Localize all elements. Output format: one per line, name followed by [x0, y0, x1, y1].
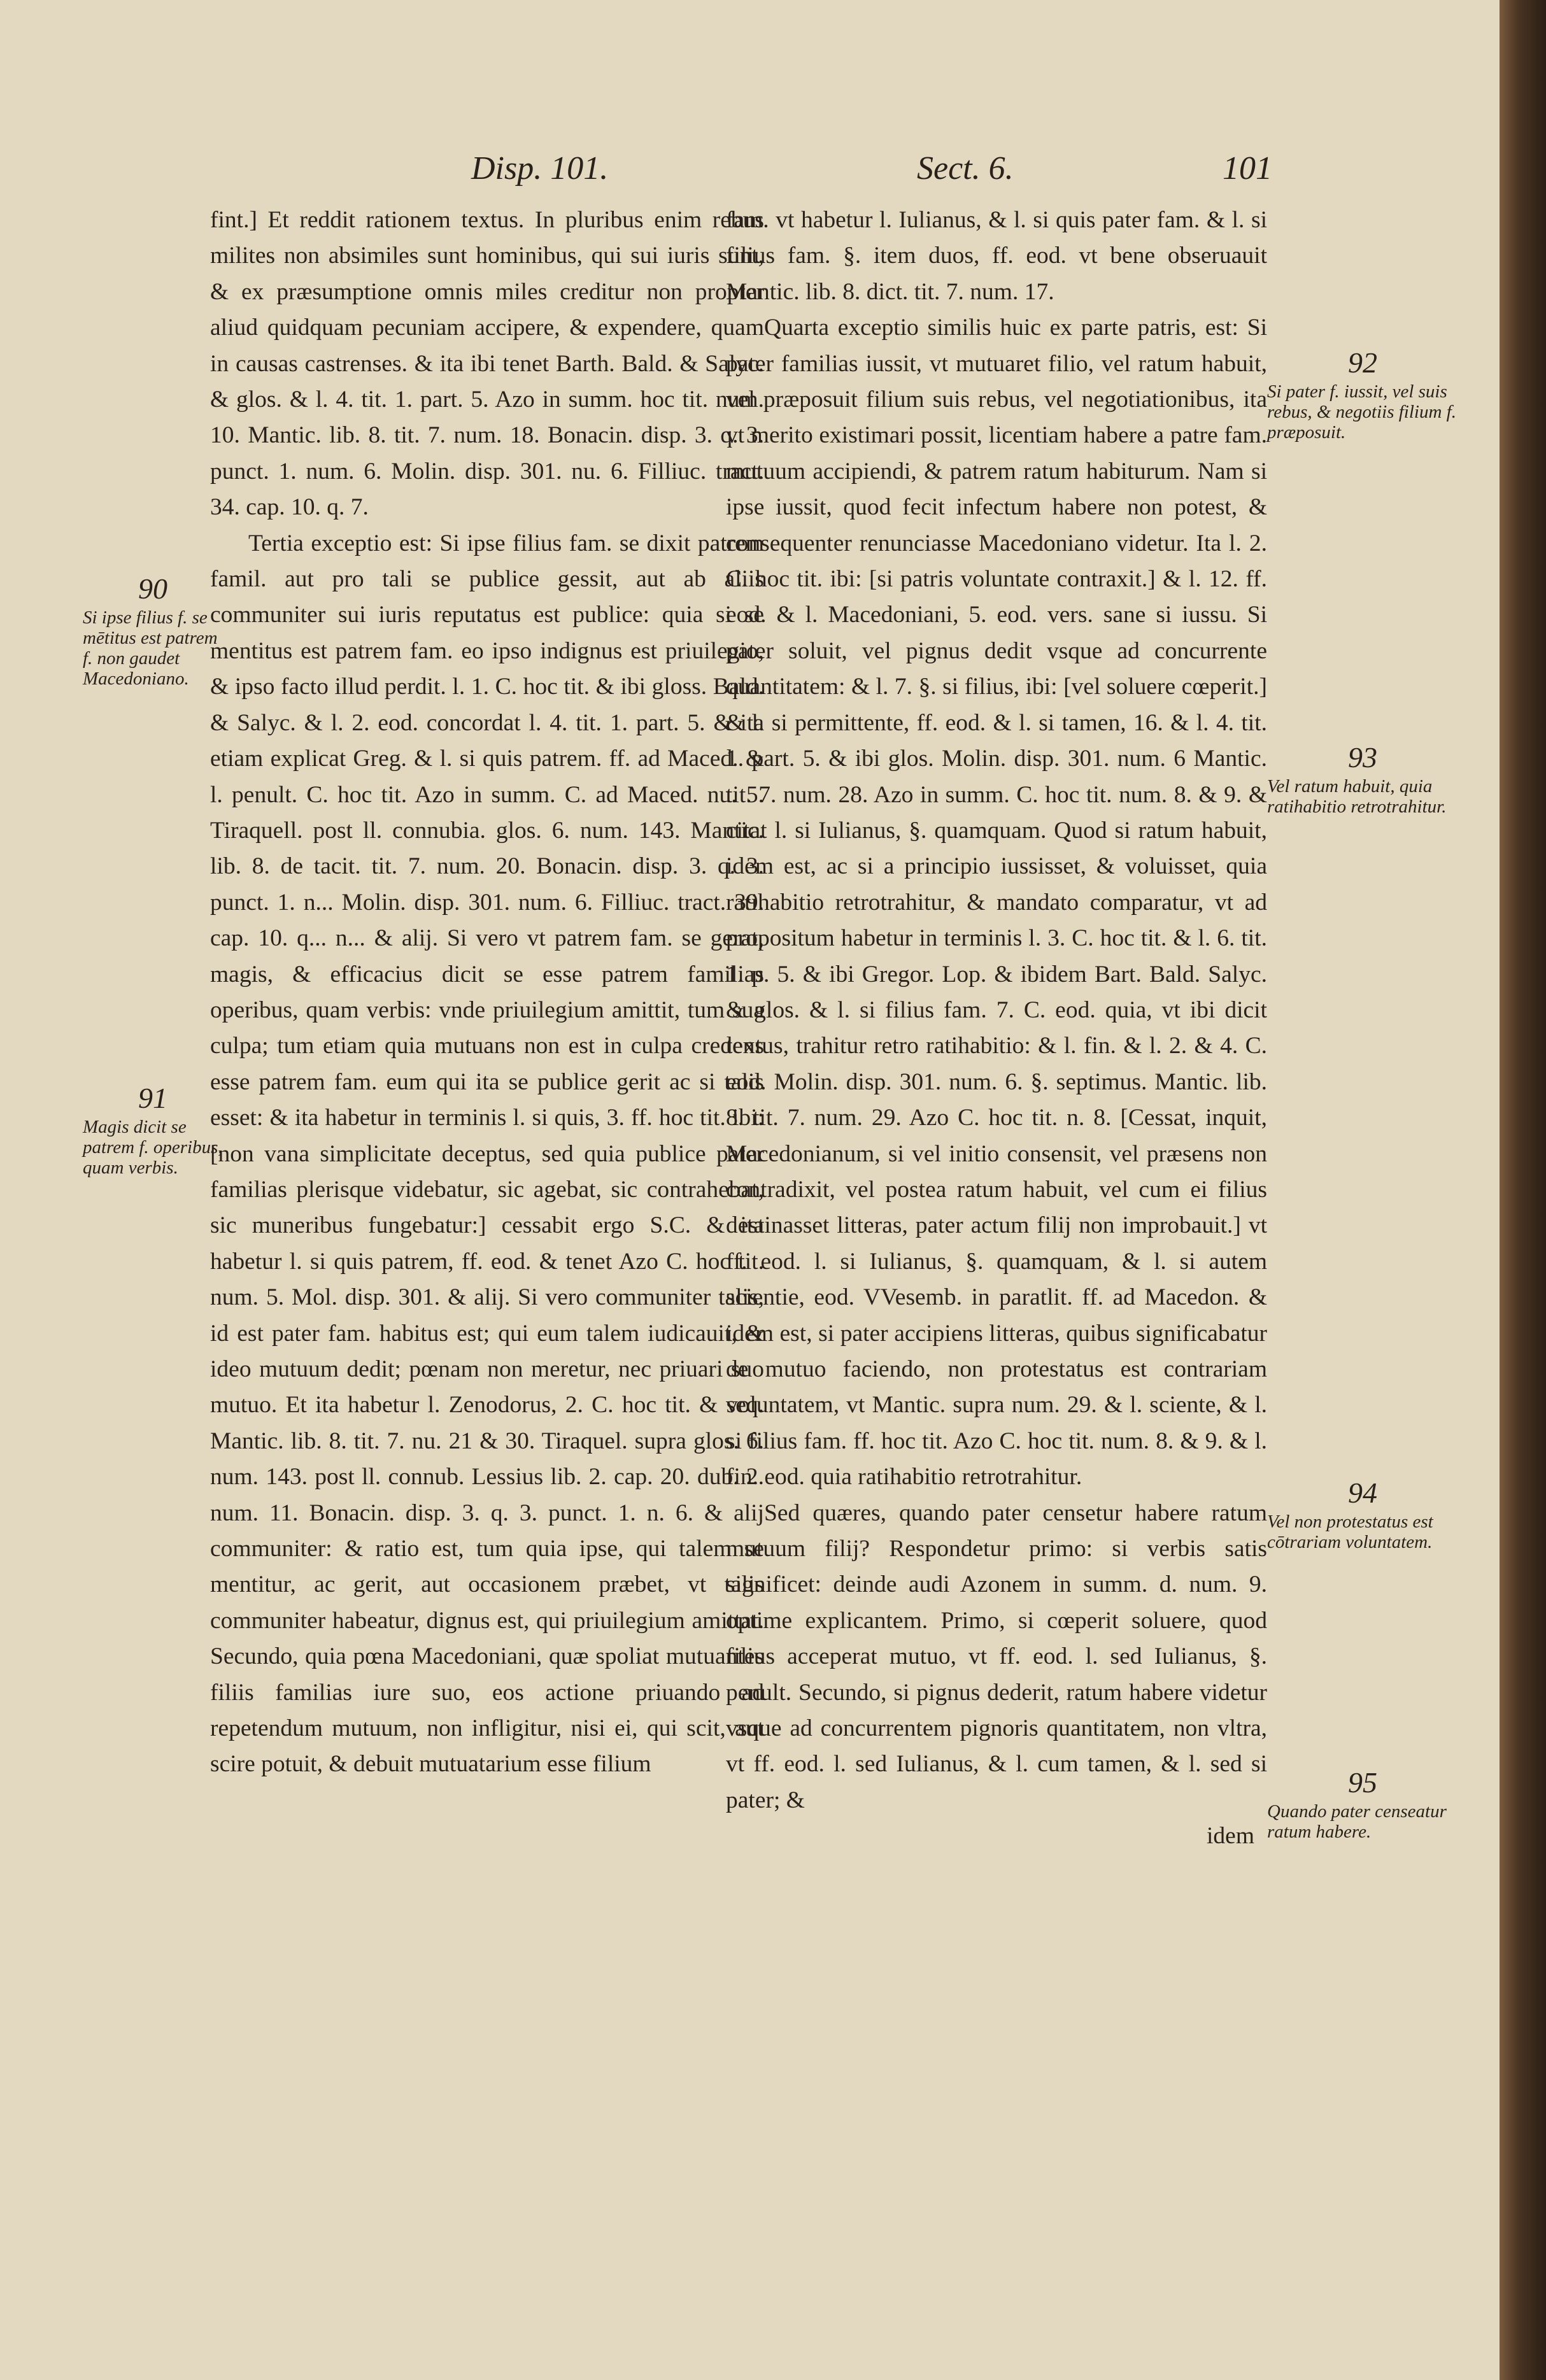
- book-spine-edge: [1500, 0, 1546, 2380]
- margin-note-92: [1267, 347, 1458, 443]
- margin-note-number: 92: [1348, 346, 1377, 379]
- paragraph: fint.] Et reddit rationem textus. In pluribus enim rebus milites non absimiles sunt hominibus, qui sui iuris sunt, & ex præsumptione omnis miles creditur non propter aliud quidquam pecuniam accipere, & expendere, quam in causas castrenses. & ita ibi tenet Barth. Bald. & Salyc. & glos. & l. 4. tit. 1. part. 5. Azo in summ. hoc tit. num. 10. Mantic. lib. 8. tit. 7. num. 18. Bonacin. disp. 3. q. 3. punct. 1. num. 6. Molin. disp. 301. nu. 6. Filliuc. tract. 34. cap. 10. q. 7.: [210, 207, 764, 521]
- margin-note-number: 90: [138, 572, 167, 605]
- left-text-column: [210, 202, 764, 1783]
- running-head-section: Sect. 6.: [917, 150, 1014, 187]
- right-text-column: [726, 202, 1267, 1855]
- margin-note-text: Quando pater censeatur ratum habere.: [1267, 1801, 1447, 1842]
- margin-note-number: 95: [1348, 1766, 1377, 1799]
- margin-note-text: Si pater f. iussit, vel suis rebus, & negotiis filium f. præposuit.: [1267, 381, 1456, 443]
- paragraph: Quarta exceptio similis huic ex parte patris, est: Si pater familias iussit, vt mutuaret filio, vel ratum habuit, vel præposuit filium suis rebus, vel negotiationibus, ita vt merito existimari possit, licentiam habere a patre fam. mutuum accipiendi, & patrem ratum habiturum. Nam si ipse iussit, quod fecit infectum habere non potest, & consequenter renunciasse Macedoniano videtur. Ita l. 2. C. hoc tit. ibi: [si patris voluntate contraxit.] & l. 12. ff. eod. & l. Macedoniani, 5. eod. vers. sane si iussu. Si pater soluit, vel pignus dedit vsque ad concurrente quantitatem: & l. 7. §. si filius, ibi: [vel soluere cœperit.] & l. si permittente, ff. eod. & l. si tamen, 16. & l. 4. tit. 1. part. 5. & ibi glos. Molin. disp. 301. num. 6 Mantic. tit. 7. num. 28. Azo in summ. C. hoc tit. num. 8. & 9. & citat l. si Iulianus, §. quamquam. Quod si ratum habuit, idem est, ac si a principio iussisset, & voluisset, quia ratihabitio retrotrahitur, & mandato comparatur, vt ad propositum habetur in terminis l. 3. C. hoc tit. & l. 6. tit. 1. p. 5. & ibi Gregor. Lop. & ibidem Bart. Bald. Salyc. & glos. & l. si filius fam. 7. C. eod. quia, vt ibi dicit textus, trahitur retro ratihabitio: & l. fin. & l. 2. & 4. C. eod. Molin. disp. 301. num. 6. §. septimus. Mantic. lib. 8. tit. 7. num. 29. Azo C. hoc tit. n. 8. [Cessat, inquit, Macedonianum, si vel initio consensit, vel præsens non contradixit, vel postea ratum habuit, vel cum ei filius destinasset litteras, pater actum filij non improbauit.] vt ff. eod. l. si Iulianus, §. quamquam, & l. si autem scientie, eod. VVesemb. in paratlit. ff. ad Macedon. & idem est, si pater accipiens litteras, quibus significabatur de mutuo faciendo, non protestatus est contrariam voluntatem, vt Mantic. supra num. 29. & l. sciente, & l. si filius fam. ff. hoc tit. Azo C. hoc tit. num. 8. & 9. & l. fin. eod. quia ratihabitio retrotrahitur.: [726, 315, 1267, 1491]
- margin-note-text: Vel non protestatus est cōtrariam voluntatem.: [1267, 1512, 1433, 1552]
- margin-note-94: [1267, 1477, 1458, 1552]
- margin-note-93: [1267, 742, 1458, 817]
- paragraph: Tertia exceptio est: Si ipse filius fam. se dixit patrem famil. aut pro tali se publice gessit, aut ab aliis communiter sui iuris reputatus est publice: quia si se mentitus est patrem fam. eo ipso indignus est priuilegio, & ipso facto illud perdit. l. 1. C. hoc tit. & ibi gloss. Bald. & Salyc. & l. 2. eod. concordat l. 4. tit. 1. part. 5. & ita etiam explicat Greg. & l. si quis patrem. ff. ad Maced. & l. penult. C. hoc tit. Azo in summ. C. ad Maced. nu. 5. Tiraquell. post ll. connubia. glos. 6. num. 143. Mantic. lib. 8. de tacit. tit. 7. num. 20. Bonacin. disp. 3. q. 3. punct. 1. n... Molin. disp. 301. num. 6. Filliuc. tract. 39. cap. 10. q... n... & alij. Si vero vt patrem fam. se gerat, magis, & efficacius dicit se esse patrem familias operibus, quam verbis: vnde priuilegium amittit, tum sua culpa; tum etiam quia mutuans non est in culpa credens esse patrem fam. eum qui ita se publice gerit ac si talis esset: & ita habetur in terminis l. si quis, 3. ff. hoc tit. ibi: [non vana simplicitate deceptus, sed quia publice pater familias plerisque videbatur, sic agebat, sic contrahebat, sic muneribus fungebatur:] cessabit ergo S.C. & ita habetur l. si quis patrem, ff. eod. & tenet Azo C. hoc tit. num. 5. Mol. disp. 301. & alij. Si vero communiter talis, id est pater fam. habitus est; qui eum talem iudicauit, & ideo mutuum dedit; pœnam non meretur, nec priuari suo mutuo. Et ita habetur l. Zenodorus, 2. C. hoc tit. & seq. Mantic. lib. 8. tit. 7. nu. 21 & 30. Tiraquel. supra glos. 6. num. 143. post ll. connub. Lessius lib. 2. cap. 20. dub. 2. num. 11. Bonacin. disp. 3. q. 3. punct. 1. n. 6. & alij communiter: & ratio est, tum quia ipse, qui talem se mentitur, ac gerit, aut occasionem præbet, vt talis communiter habeatur, dignus est, qui priuilegium amittat. Secundo, quia pœna Macedoniani, quæ spoliat mutuantes filiis familias iure suo, eos actione priuando ad repetendum mutuum, non infligitur, nisi ei, qui scit, aut scire potuit, & debuit mutuatarium esse filium: [210, 530, 764, 1778]
- margin-note-text: Si ipse filius f. se mētitus est patrem f. non gaudet Macedoniano.: [83, 607, 218, 689]
- paragraph: Sed quæres, quando pater censetur habere ratum mutuum filij? Respondetur primo: si verbis satis significet: deinde audi Azonem in summ. d. num. 9. optime explicantem. Primo, si cœperit soluere, quod filius acceperat mutuo, vt ff. eod. l. sed Iulianus, §. penult. Secundo, si pignus dederit, ratum habere videtur vsque ad concurrentem pignoris quantitatem, non vltra, vt ff. eod. l. sed Iulianus, & l. cum tamen, & l. sed si pater; &: [726, 1499, 1267, 1813]
- running-head-disputation: Disp. 101.: [471, 150, 609, 187]
- margin-note-91: [83, 1082, 223, 1178]
- margin-note-90: [83, 573, 223, 689]
- margin-note-95: [1267, 1767, 1458, 1842]
- page-number: 101: [1223, 150, 1272, 187]
- margin-note-number: 91: [138, 1082, 167, 1114]
- margin-note-text: Magis dicit se patrem f. operibus, quam verbis.: [83, 1117, 223, 1178]
- margin-note-text: Vel ratum habuit, quia ratihabitio retrotrahitur.: [1267, 776, 1447, 817]
- margin-note-number: 94: [1348, 1477, 1377, 1509]
- margin-note-number: 93: [1348, 741, 1377, 774]
- paragraph: fam. vt habetur l. Iulianus, & l. si quis pater fam. & l. si filius fam. §. item duos, ff. eod. vt bene obseruauit Mantic. lib. 8. dict. tit. 7. num. 17.: [726, 207, 1267, 305]
- catchword: idem: [1207, 1823, 1254, 1850]
